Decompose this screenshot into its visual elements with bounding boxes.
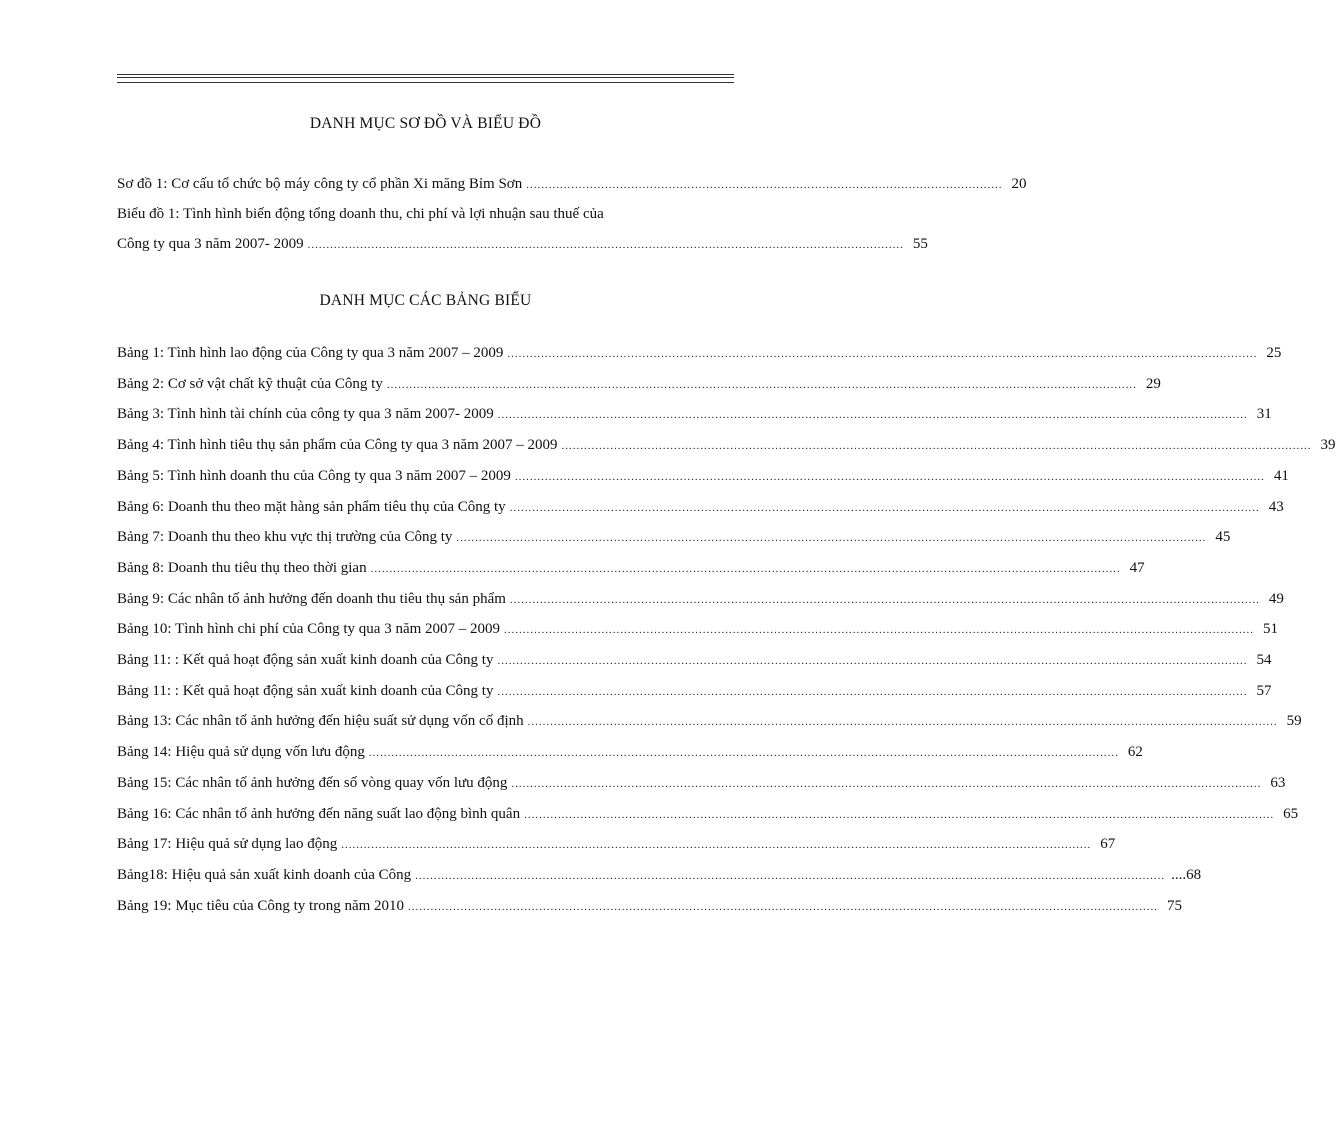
toc-entry-label: Bảng 1: Tình hình lao động của Công ty qua 3 năm 2007 – 2009 — [117, 345, 504, 361]
toc-entry-table-14[interactable] — [117, 741, 1143, 763]
toc-entry-label: Biểu đồ 1: Tình hình biến động tổng doanh thu, chi phí và lợi nhuận sau thuế của — [117, 206, 604, 222]
toc-entry-table-6[interactable] — [117, 496, 1284, 518]
toc-entry-page: 65 — [1283, 805, 1299, 822]
toc-entry-table-4[interactable] — [117, 434, 1336, 456]
toc-entry-chart-1-line-1[interactable] — [117, 203, 737, 225]
toc-entry-label: Bảng 11: : Kết quả hoạt động sản xuất kinh doanh của Công ty — [117, 652, 494, 668]
toc-entry-table-19[interactable] — [117, 895, 1183, 917]
toc-entry-label: Bảng 6: Doanh thu theo mặt hàng sản phẩm tiêu thụ của Công ty — [117, 498, 506, 515]
tables-heading: DANH MỤC CÁC BẢNG BIỂU — [319, 292, 532, 309]
toc-entry-table-15[interactable] — [117, 772, 1286, 794]
toc-entry-label: Bảng 19: Mục tiêu của Công ty trong năm 2010 — [117, 897, 405, 914]
leader-dots: ........................................................................................................................................................................................................ — [524, 808, 1275, 821]
toc-entry-label: Bảng 11: : Kết quả hoạt động sản xuất kinh doanh của Công ty — [117, 682, 494, 699]
toc-entry-page: 47 — [1129, 559, 1145, 576]
toc-entry-label: Bảng 16: Các nhân tố ảnh hưởng đến năng suất lao động bình quân — [117, 805, 521, 822]
toc-entry-page: 63 — [1270, 774, 1286, 791]
toc-entry-page: 49 — [1268, 590, 1284, 607]
toc-entry-page: 59 — [1286, 713, 1302, 730]
toc-entry-table-2[interactable] — [117, 373, 1161, 395]
toc-entry-label: Bảng 8: Doanh thu tiêu thụ theo thời gian — [117, 559, 367, 576]
toc-entry-table-5[interactable] — [117, 465, 1289, 487]
leader-dots: ........................................................................................................................................................................................................ — [514, 470, 1265, 483]
toc-entry-page: 67 — [1100, 836, 1116, 853]
toc-entry-diagram-1[interactable] — [117, 173, 1027, 195]
toc-entry-label: Bảng 17: Hiệu quả sử dụng lao động — [117, 836, 338, 853]
toc-entry-table-8[interactable] — [117, 557, 1145, 579]
toc-entry-page: 25 — [1266, 345, 1282, 361]
toc-entry-table-11[interactable] — [117, 649, 1272, 671]
toc-entry-table-16[interactable] — [117, 803, 1299, 825]
toc-entry-page: 39 — [1320, 437, 1336, 454]
toc-entry-label: Bảng 4: Tình hình tiêu thụ sản phẩm của Công ty qua 3 năm 2007 – 2009 — [117, 437, 558, 454]
toc-entry-table-1[interactable] — [117, 342, 1282, 364]
toc-entry-label: Bảng 5: Tình hình doanh thu của Công ty qua 3 năm 2007 – 2009 — [117, 467, 511, 484]
toc-entry-label: Bảng 13: Các nhân tố ảnh hưởng đến hiệu suất sử dụng vốn cố định — [117, 713, 524, 730]
toc-entry-label: Công ty qua 3 năm 2007- 2009 — [117, 236, 304, 252]
toc-entry-label: Bảng 14: Hiệu quả sử dụng vốn lưu động — [117, 744, 365, 761]
toc-entry-page: 55 — [912, 236, 928, 252]
leader-dots: ............................................................................................................................................................... — [307, 239, 904, 251]
toc-entry-table-18[interactable] — [117, 864, 1202, 886]
toc-entry-page: 54 — [1256, 652, 1272, 668]
leader-dots: ........................................................................................................................................................................................................ — [368, 747, 1119, 760]
toc-entry-page: 20 — [1011, 176, 1027, 192]
toc-entry-page: 43 — [1268, 498, 1284, 515]
leader-dots: ........................................................................................................................................................................................................ — [504, 624, 1255, 637]
leader-dots: ........................................................................................................................................................................................................ — [386, 378, 1137, 391]
leader-dots: ........................................................................................................................................................................................................ — [341, 839, 1092, 852]
toc-entry-table-13[interactable] — [117, 710, 1302, 732]
toc-entry-page: 31 — [1256, 406, 1272, 423]
leader-dots: ........................................................................................................................................................................................................ — [497, 655, 1248, 667]
toc-entry-chart-1-line-2[interactable] — [117, 233, 928, 255]
toc-entry-label: Bảng 10: Tình hình chi phí của Công ty qua 3 năm 2007 – 2009 — [117, 621, 501, 638]
leader-dots: ............................................................................................................................... — [526, 179, 1003, 191]
toc-entry-page: 45 — [1215, 529, 1231, 546]
leader-dots: ........................................................................................................................................................................................................ — [561, 440, 1312, 453]
leader-dots: ........................................................................................................................................................................................................ — [408, 900, 1159, 913]
leader-dots: ........................................................................................................................................................................................................ — [509, 501, 1260, 514]
toc-entry-label: Bảng 3: Tình hình tài chính của công ty qua 3 năm 2007- 2009 — [117, 406, 494, 423]
toc-entry-page: 51 — [1263, 621, 1279, 638]
toc-entry-page: 29 — [1145, 375, 1161, 392]
toc-entry-table-12[interactable] — [117, 680, 1272, 702]
toc-entry-label: Sơ đồ 1: Cơ cấu tổ chức bộ máy công ty cổ phần Xi măng Bỉm Sơn — [117, 176, 523, 192]
header-double-rule — [117, 74, 734, 83]
toc-entry-table-3[interactable] — [117, 403, 1272, 425]
toc-entry-page: ....68 — [1171, 866, 1202, 883]
leader-dots: ........................................................................................................................................................................................................ — [527, 716, 1278, 729]
toc-entry-page: 57 — [1256, 682, 1272, 699]
toc-entry-page: 75 — [1167, 897, 1183, 914]
toc-entry-page: 41 — [1273, 467, 1289, 484]
toc-entry-label: Bảng 2: Cơ sở vật chất kỹ thuật của Công ty — [117, 375, 383, 392]
leader-dots: ........................................................................................................................................................................................................ — [497, 409, 1248, 422]
toc-entry-label: Bảng 9: Các nhân tố ảnh hưởng đến doanh thu tiêu thụ sản phẩm — [117, 590, 506, 607]
toc-entry-table-10[interactable] — [117, 618, 1279, 640]
leader-dots: ........................................................................................................................................................................................................ — [370, 562, 1121, 575]
leader-dots: ........................................................................................................................................................................................................ — [497, 685, 1248, 698]
toc-entry-table-17[interactable] — [117, 833, 1116, 855]
leader-dots: ........................................................................................................................................................................................................ — [507, 348, 1258, 360]
toc-entry-table-7[interactable] — [117, 526, 1231, 548]
leader-dots: ........................................................................................................................................................................................................ — [511, 777, 1262, 790]
leader-dots: ........................................................................................................................................................................................................ — [456, 532, 1207, 545]
leader-dots: ........................................................................................................................................................................................................ — [415, 869, 1166, 882]
toc-entry-page: 62 — [1127, 744, 1143, 761]
toc-entry-label: Bảng 15: Các nhân tố ảnh hưởng đến số vòng quay vốn lưu động — [117, 774, 508, 791]
diagrams-heading: DANH MỤC SƠ ĐỒ VÀ BIỂU ĐỒ — [309, 115, 542, 132]
toc-entry-label: Bảng18: Hiệu quả sản xuất kinh doanh của Công — [117, 866, 412, 883]
toc-entry-label: Bảng 7: Doanh thu theo khu vực thị trường của Công ty — [117, 529, 453, 546]
leader-dots: ........................................................................................................................................................................................................ — [509, 593, 1260, 606]
toc-entry-table-9[interactable] — [117, 588, 1284, 610]
